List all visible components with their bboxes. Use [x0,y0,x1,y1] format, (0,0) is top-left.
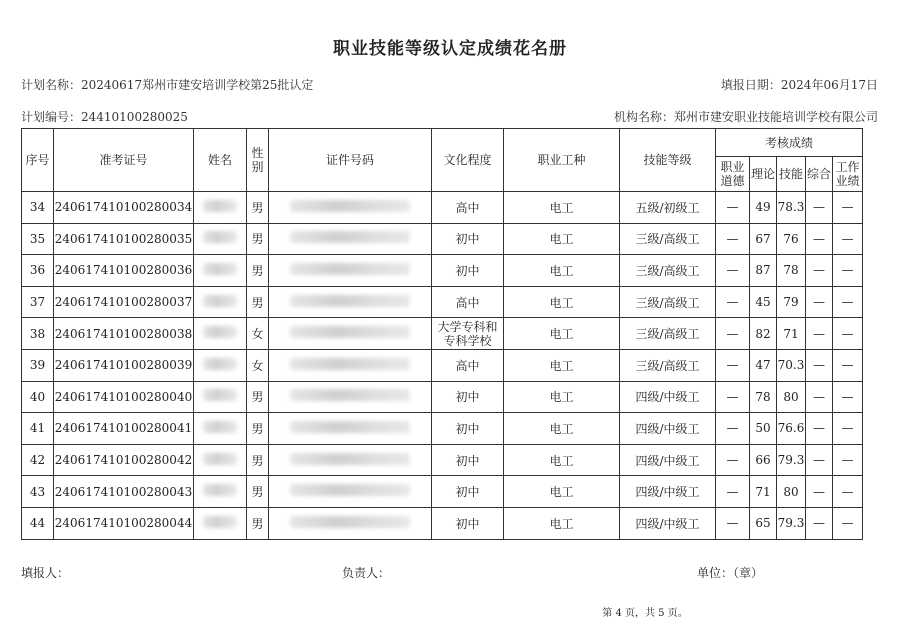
cell-exam-no: 240617410100280034 [54,192,194,224]
cell-occupation: 电工 [504,381,620,413]
header-name: 姓名 [194,129,247,192]
cell-name [194,381,247,413]
cell-education: 初中 [432,507,504,539]
cell-overall: — [806,255,833,287]
cell-skill-level: 四级/中级工 [620,476,716,508]
redacted-id-number [290,200,410,212]
table-row [22,286,863,318]
cell-skill-level: 四级/中级工 [620,444,716,476]
cell-name [194,192,247,224]
cell-ethics: — [716,444,750,476]
cell-skill: 70.3 [777,349,806,381]
cell-overall: — [806,349,833,381]
cell-theory: 45 [750,286,777,318]
cell-skill-level: 三级/高级工 [620,318,716,350]
cell-skill-level: 四级/中级工 [620,413,716,445]
cell-education: 高中 [432,349,504,381]
table-row [22,413,863,445]
cell-theory: 78 [750,381,777,413]
redacted-name [203,516,237,528]
cell-exam-no: 240617410100280037 [54,286,194,318]
redacted-name [203,453,237,465]
cell-ethics: — [716,286,750,318]
cell-work-perf: — [833,349,863,381]
cell-exam-no: 240617410100280040 [54,381,194,413]
redacted-id-number [290,358,410,370]
cell-gender: 男 [247,192,269,224]
redacted-id-number [290,484,410,496]
cell-seq: 44 [22,507,54,539]
cell-name [194,476,247,508]
cell-exam-no: 240617410100280043 [54,476,194,508]
header-gender: 性别 [247,129,269,192]
header-id-no: 证件号码 [269,129,432,192]
cell-seq: 37 [22,286,54,318]
cell-overall: — [806,507,833,539]
table-row [22,507,863,539]
cell-work-perf: — [833,223,863,255]
cell-work-perf: — [833,507,863,539]
cell-occupation: 电工 [504,223,620,255]
cell-gender: 男 [247,381,269,413]
table-row [22,223,863,255]
cell-gender: 男 [247,444,269,476]
redacted-name [203,200,237,212]
cell-skill-level: 四级/中级工 [620,507,716,539]
cell-ethics: — [716,413,750,445]
org-name: 机构名称：郑州市建安职业技能培训学校有限公司 [613,110,878,124]
cell-overall: — [806,223,833,255]
redacted-name [203,421,237,433]
cell-overall: — [806,413,833,445]
cell-seq: 35 [22,223,54,255]
cell-work-perf: — [833,192,863,224]
table-row [22,381,863,413]
cell-skill-level: 三级/高级工 [620,349,716,381]
cell-theory: 71 [750,476,777,508]
cell-education: 大学专科和专科学校 [432,318,504,350]
table-row [22,318,863,350]
cell-name [194,349,247,381]
redacted-name [203,263,237,275]
responsible-label: 负责人： [342,566,391,580]
cell-education: 初中 [432,223,504,255]
cell-work-perf: — [833,444,863,476]
redacted-name [203,231,237,243]
cell-id-no [269,381,432,413]
cell-skill-level: 五级/初级工 [620,192,716,224]
cell-skill: 80 [777,476,806,508]
cell-ethics: — [716,349,750,381]
cell-theory: 66 [750,444,777,476]
cell-name [194,318,247,350]
cell-occupation: 电工 [504,192,620,224]
redacted-id-number [290,231,410,243]
cell-skill-level: 四级/中级工 [620,381,716,413]
cell-skill: 76.6 [777,413,806,445]
cell-id-no [269,318,432,350]
cell-id-no [269,349,432,381]
cell-theory: 50 [750,413,777,445]
cell-exam-no: 240617410100280038 [54,318,194,350]
cell-work-perf: — [833,286,863,318]
cell-education: 高中 [432,286,504,318]
cell-gender: 女 [247,349,269,381]
cell-seq: 39 [22,349,54,381]
cell-skill: 79.3 [777,507,806,539]
cell-seq: 42 [22,444,54,476]
cell-theory: 87 [750,255,777,287]
cell-name [194,444,247,476]
cell-skill: 71 [777,318,806,350]
cell-seq: 38 [22,318,54,350]
filler-label: 填报人： [21,566,70,580]
cell-id-no [269,223,432,255]
cell-skill: 80 [777,381,806,413]
cell-skill-level: 三级/高级工 [620,286,716,318]
table-row [22,192,863,224]
cell-skill-level: 三级/高级工 [620,255,716,287]
cell-gender: 男 [247,223,269,255]
cell-overall: — [806,318,833,350]
redacted-id-number [290,516,410,528]
score-roster-table [21,128,863,540]
cell-id-no [269,286,432,318]
cell-theory: 82 [750,318,777,350]
header-overall: 综合 [806,157,833,192]
cell-ethics: — [716,255,750,287]
cell-ethics: — [716,192,750,224]
cell-overall: — [806,286,833,318]
unit-seal-label: 单位：（章） [697,566,764,580]
cell-occupation: 电工 [504,286,620,318]
redacted-id-number [290,389,410,401]
cell-gender: 男 [247,507,269,539]
cell-occupation: 电工 [504,413,620,445]
cell-exam-no: 240617410100280044 [54,507,194,539]
cell-overall: — [806,476,833,508]
redacted-name [203,389,237,401]
cell-name [194,413,247,445]
cell-skill: 79.3 [777,444,806,476]
cell-overall: — [806,444,833,476]
cell-occupation: 电工 [504,507,620,539]
cell-theory: 49 [750,192,777,224]
cell-seq: 40 [22,381,54,413]
cell-education: 初中 [432,444,504,476]
cell-theory: 67 [750,223,777,255]
cell-gender: 男 [247,476,269,508]
cell-work-perf: — [833,381,863,413]
cell-ethics: — [716,476,750,508]
cell-id-no [269,444,432,476]
plan-name: 计划名称：20240617郑州市建安培训学校第25批认定 [21,78,314,92]
cell-name [194,507,247,539]
cell-name [194,223,247,255]
header-skill: 技能 [777,157,806,192]
header-work-perf: 工作业绩 [833,157,863,192]
cell-ethics: — [716,381,750,413]
cell-occupation: 电工 [504,476,620,508]
cell-exam-no: 240617410100280035 [54,223,194,255]
page-title: 职业技能等级认定成绩花名册 [333,39,567,59]
header-scores-group: 考核成绩 [716,129,863,157]
cell-gender: 男 [247,286,269,318]
cell-seq: 36 [22,255,54,287]
redacted-id-number [290,263,410,275]
cell-name [194,255,247,287]
cell-skill: 76 [777,223,806,255]
cell-skill-level: 三级/高级工 [620,223,716,255]
cell-ethics: — [716,223,750,255]
cell-exam-no: 240617410100280039 [54,349,194,381]
redacted-name [203,484,237,496]
page-number: 第 4 页，共 5 页。 [602,608,688,619]
header-ethics: 职业道德 [716,157,750,192]
cell-occupation: 电工 [504,255,620,287]
cell-education: 初中 [432,255,504,287]
header-exam-no: 准考证号 [54,129,194,192]
cell-gender: 男 [247,255,269,287]
cell-education: 高中 [432,192,504,224]
table-row [22,349,863,381]
table-row [22,255,863,287]
cell-ethics: — [716,507,750,539]
cell-work-perf: — [833,255,863,287]
redacted-id-number [290,453,410,465]
cell-skill: 78.3 [777,192,806,224]
cell-overall: — [806,381,833,413]
cell-id-no [269,476,432,508]
cell-occupation: 电工 [504,444,620,476]
cell-id-no [269,507,432,539]
cell-education: 初中 [432,381,504,413]
header-skill-level: 技能等级 [620,129,716,192]
table-row [22,476,863,508]
cell-exam-no: 240617410100280042 [54,444,194,476]
cell-exam-no: 240617410100280036 [54,255,194,287]
cell-education: 初中 [432,476,504,508]
cell-id-no [269,255,432,287]
cell-seq: 41 [22,413,54,445]
cell-id-no [269,192,432,224]
cell-skill: 78 [777,255,806,287]
cell-theory: 47 [750,349,777,381]
cell-gender: 男 [247,413,269,445]
cell-ethics: — [716,318,750,350]
cell-skill: 79 [777,286,806,318]
cell-theory: 65 [750,507,777,539]
fill-date: 填报日期：2024年06月17日 [720,78,878,92]
cell-work-perf: — [833,476,863,508]
header-theory: 理论 [750,157,777,192]
table-row [22,444,863,476]
cell-gender: 女 [247,318,269,350]
cell-work-perf: — [833,318,863,350]
cell-work-perf: — [833,413,863,445]
redacted-name [203,326,237,338]
redacted-id-number [290,421,410,433]
header-seq: 序号 [22,129,54,192]
redacted-id-number [290,295,410,307]
cell-occupation: 电工 [504,318,620,350]
cell-id-no [269,413,432,445]
cell-occupation: 电工 [504,349,620,381]
cell-exam-no: 240617410100280041 [54,413,194,445]
cell-overall: — [806,192,833,224]
cell-seq: 43 [22,476,54,508]
cell-education: 初中 [432,413,504,445]
header-occupation: 职业工种 [504,129,620,192]
cell-name [194,286,247,318]
redacted-id-number [290,326,410,338]
redacted-name [203,295,237,307]
plan-code: 计划编号：24410100280025 [21,110,188,124]
cell-seq: 34 [22,192,54,224]
redacted-name [203,358,237,370]
header-education: 文化程度 [432,129,504,192]
